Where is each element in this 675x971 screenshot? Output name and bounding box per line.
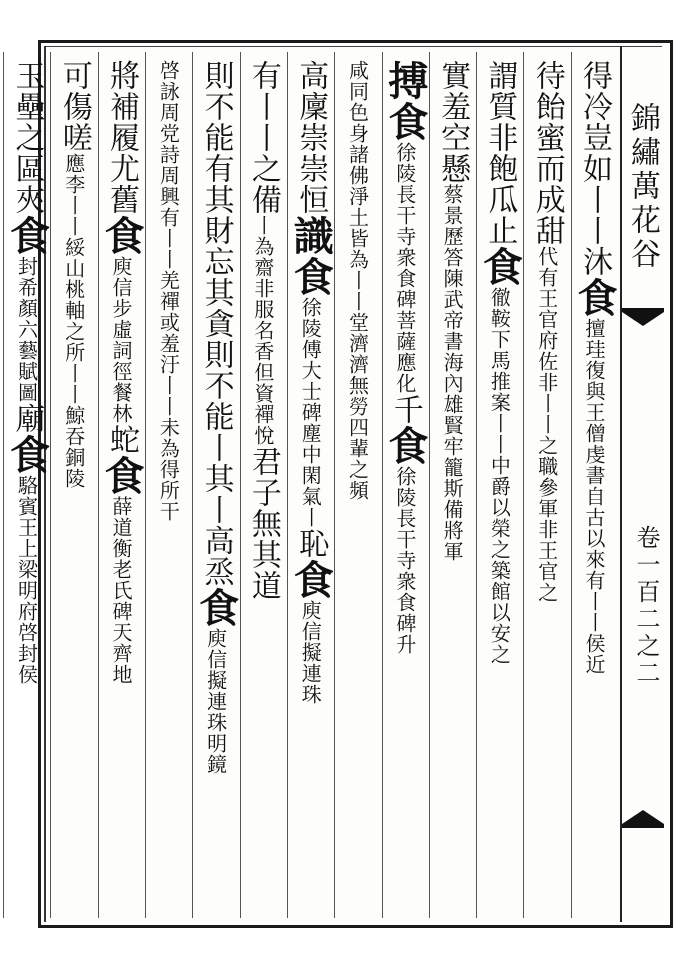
text-segment: 止 bbox=[482, 215, 518, 246]
text-segment: 恥 bbox=[293, 528, 329, 559]
text-segment: 食 bbox=[476, 246, 524, 287]
text-segment: 食 bbox=[98, 455, 146, 496]
text-segment: 夾 bbox=[9, 184, 45, 215]
text-column bbox=[50, 52, 97, 918]
top-rule bbox=[44, 46, 662, 47]
text-segment: 將補履尤 bbox=[104, 60, 140, 184]
text-column bbox=[145, 52, 192, 918]
annotation-text: 庾信步虛詞徑餐林 bbox=[109, 256, 134, 424]
annotation-text: 丨為齋非服名香但資禪悅 bbox=[250, 215, 275, 446]
text-segment: 舊 bbox=[104, 184, 140, 215]
annotation-text: 庾信擬連珠明鏡 bbox=[203, 628, 228, 775]
text-column bbox=[98, 52, 145, 918]
annotation-text: 堂濟濟無勞四輩之頻 bbox=[345, 312, 370, 501]
fishtail-mark-top bbox=[622, 308, 664, 328]
text-body bbox=[3, 52, 618, 918]
text-column bbox=[476, 52, 523, 918]
text-segment: 玉壘之區 bbox=[9, 60, 45, 184]
text-column bbox=[240, 52, 287, 918]
text-segment: 搏 bbox=[381, 60, 429, 101]
annotation-text: 徐陵傅大士碑塵中閑氣丨 bbox=[298, 297, 323, 528]
text-column bbox=[192, 52, 239, 918]
text-segment: 食 bbox=[571, 277, 618, 318]
text-segment: 食 bbox=[381, 101, 429, 142]
text-segment: 蛇 bbox=[104, 424, 140, 455]
text-segment: 食 bbox=[3, 434, 51, 475]
running-head-column bbox=[620, 46, 664, 922]
annotation-text: 應李丨丨綏山桃 bbox=[61, 153, 86, 300]
annotation-text: 軸之所丨丨鯨吞銅陵 bbox=[61, 300, 86, 489]
text-segment: 待飴蜜而成甜 bbox=[529, 60, 565, 246]
text-column bbox=[287, 52, 334, 918]
text-column bbox=[571, 52, 618, 918]
text-segment: 食 bbox=[192, 587, 240, 628]
text-segment: 食 bbox=[3, 215, 51, 256]
text-column bbox=[3, 52, 50, 918]
annotation-text: 啓詠周党詩周興有丨丨羌禪或羞汙 bbox=[156, 60, 181, 375]
text-segment: 食 bbox=[381, 425, 429, 466]
text-column bbox=[523, 52, 570, 918]
annotation-text: 徹鞍下馬推案丨丨中爵以榮之築館以安之 bbox=[487, 287, 512, 665]
annotation-text: 封希顏六藝賦圖 bbox=[14, 256, 39, 403]
volume-label: 卷一百二之二 bbox=[632, 525, 660, 687]
text-segment: 得冷豈如丨丨沐 bbox=[577, 60, 612, 277]
text-segment: 有丨丨之備 bbox=[245, 60, 281, 215]
annotation-text: 擅珪復與王僧虔書自古以來有丨丨侯近 bbox=[582, 318, 606, 675]
text-segment: 烝 bbox=[198, 556, 234, 587]
annotation-text: 丨丨未為得所干 bbox=[156, 375, 181, 522]
annotation-text: 庾信擬連珠 bbox=[298, 600, 323, 705]
text-column bbox=[429, 52, 476, 918]
book-title: 錦繡萬花谷 bbox=[625, 102, 660, 272]
text-column bbox=[382, 52, 429, 918]
text-segment: 廟 bbox=[9, 403, 45, 434]
text-segment: 實羞空懸 bbox=[435, 60, 471, 184]
text-column bbox=[334, 52, 381, 918]
text-segment: 識 bbox=[287, 215, 335, 256]
text-segment: 則不能有其財忘其貪則不能丨其丨高 bbox=[198, 60, 234, 556]
text-segment: 食 bbox=[98, 215, 146, 256]
text-segment: 謂質非飽瓜 bbox=[482, 60, 518, 215]
text-segment: 食 bbox=[287, 256, 335, 297]
annotation-text: 咸同色身諸佛淨土皆為丨丨 bbox=[345, 60, 370, 312]
annotation-text: 駱賓王上梁明府啓封侯 bbox=[14, 475, 39, 685]
annotation-text: 徐陵長干寺衆食碑菩薩應化 bbox=[392, 142, 417, 394]
text-segment: 君子無其道 bbox=[245, 446, 281, 601]
text-segment: 高廩崇崇恒 bbox=[293, 60, 329, 215]
text-segment: 可傷嗟 bbox=[56, 60, 92, 153]
text-segment: 食 bbox=[287, 559, 335, 600]
annotation-text: 徐陵長干寺衆食碑升 bbox=[392, 466, 417, 655]
annotation-text: 蔡景歷答陳武帝書海內雄賢牢籠斯備將軍 bbox=[440, 184, 465, 562]
fishtail-mark-bottom bbox=[622, 808, 664, 828]
text-segment: 千 bbox=[387, 394, 423, 425]
annotation-text: 薛道衡老氏碑天齊地 bbox=[109, 496, 134, 685]
annotation-text: 代有王官府佐非丨丨之職參軍非王官之 bbox=[534, 246, 559, 603]
